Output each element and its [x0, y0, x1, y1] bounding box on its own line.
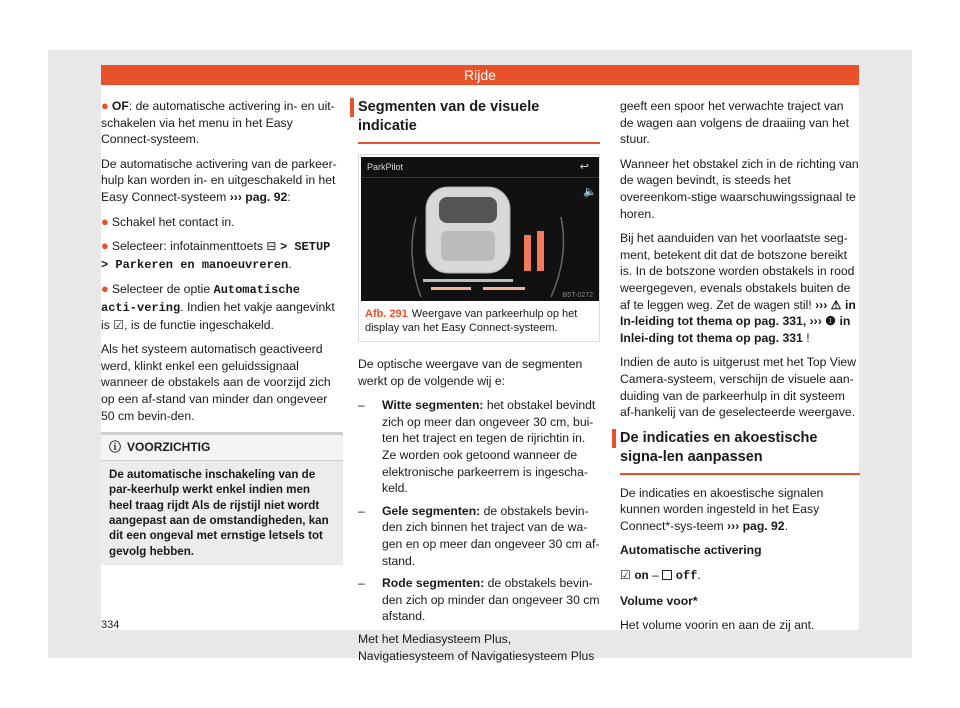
bullet-ignition	[101, 214, 343, 231]
auto-activation-subheading: Automatische activering	[620, 543, 762, 558]
warning-text: De automatische inschakeling van de par-keerhulp werkt enkel indien men heel traag rijdt Als de rijstijl niet wordt aangepast aan de omstandigheden, kan dit een ongeval met ernstige letsels tot gevolg hebben.	[109, 467, 329, 558]
red-segment-outer	[537, 231, 544, 271]
ref-link-warning[interactable]: ››› ⚠ in In-leiding tot thema op pag. 331	[620, 297, 856, 329]
dash-marker: –	[358, 576, 365, 591]
option-separator: –	[652, 568, 659, 583]
checkbox-checked-icon: ☑	[620, 568, 631, 583]
warning-header	[101, 435, 343, 461]
trace-text: geeft een spoor het verwachte traject van de wagen aan volgens de draaiing van het stuur.	[620, 99, 850, 147]
bullet-of-text: : de automatische activering in- en uit-schakelen via het menu in het Easy Connect-systeem.	[101, 99, 335, 147]
screen-title: ParkPilot	[367, 162, 404, 172]
on-option: on	[634, 569, 649, 584]
column-middle	[358, 98, 600, 672]
bullet-select-menu: ● Selecteer: infotainmenttoets ⊟ > SETUP > Parkeren en manoeuvreren.	[101, 238, 331, 272]
warning-box	[101, 432, 343, 565]
list-item-label: Gele segmenten:	[382, 503, 481, 518]
collision-zone-body: Bij het aanduiden van het voorlaatste seg-ment, betekent dit dat de botszone bereikt is. In de botszone worden obstakels in rood weergegeven, evenals obstakels buiten de af te leggen weg. Zet de wagen stil!	[620, 231, 855, 312]
dash-marker: –	[358, 398, 365, 413]
caption-number: Afb. 291	[365, 308, 408, 320]
page-ref-link[interactable]: ››› pag. 92	[229, 189, 288, 204]
car-top-view	[426, 187, 510, 273]
infotainment-icon: ⊟	[266, 239, 277, 254]
list-item	[358, 397, 600, 497]
bullet-ignition-text: Schakel het contact in.	[111, 214, 235, 229]
list-item-text	[382, 503, 600, 569]
section-header: Rijde	[101, 65, 859, 85]
warning-signal-text: Wanneer het obstakel zich in de richting van de wagen bevindt, is steeds het overeenkom-stige waarschuwingssignaal te horen.	[620, 156, 859, 221]
bullet-select-text: Selecteer: infotainmenttoets	[111, 239, 263, 254]
bullet-dot: ●	[101, 213, 109, 229]
dash-marker: –	[358, 503, 365, 518]
checkbox-checked-icon: ☑	[113, 317, 125, 332]
on-off-options: ☑ on – off.	[620, 568, 701, 584]
list-item-label: Witte segmenten:	[382, 398, 484, 413]
volume-text: Het volume voorin en aan de zij ant.	[620, 618, 815, 633]
bullet-select-option	[101, 281, 343, 333]
warning-title: VOORZICHTIG	[127, 440, 211, 455]
off-option: off	[675, 569, 698, 584]
figure-291	[358, 154, 600, 342]
bullet-dot: ●	[101, 238, 109, 254]
parkpilot-screen	[361, 157, 599, 301]
list-item-body: de obstakels bevin-den zich op minder dan ongeveer 30 cm afstand.	[382, 576, 600, 624]
segments-heading: Segmenten van de visuele indicatie	[358, 98, 600, 144]
list-item-text	[382, 397, 600, 497]
bullet-dot: ●	[101, 98, 109, 113]
segments-outro: Met het Mediasysteem Plus, Navigatiesysteem of Navigatiesysteem Plus	[358, 631, 595, 663]
list-item-body: het obstakel bevindt zich op meer dan ongeveer 30 cm, bui-ten het traject en tegen de rijrichtin in. Ze worden ook getoond wanneer de elektronische parkeerrem is ingescha-keld.	[382, 398, 596, 496]
list-item-text	[382, 575, 600, 625]
list-item	[358, 575, 600, 625]
bullet-option-end: , is de functie ingeschakeld.	[124, 317, 274, 332]
volume-subheading: Volume voor*	[620, 593, 698, 608]
column-left	[101, 98, 343, 565]
parkpilot-graphic	[361, 157, 599, 301]
signals-intro: De indicaties en akoestische signalen kunnen worden ingesteld in het Easy Connect*-sys-teem ››› pag. 92.	[620, 485, 824, 533]
red-segment	[524, 235, 531, 271]
bullet-option-text: Selecteer de optie	[111, 282, 211, 297]
signals-heading: De indicaties en akoestische signa-len aanpassen	[620, 429, 860, 475]
bullet-option-rest: . Indien het vakje aangevinkt is	[101, 299, 335, 332]
list-item-label: Rode segmenten:	[382, 576, 485, 591]
white-segment	[423, 279, 513, 282]
page-number: 334	[101, 619, 120, 631]
yellow-segment	[431, 287, 471, 290]
list-item	[358, 503, 600, 569]
list-item-body: de obstakels bevin-den zich binnen het traject van de wa-gen en op meer dan ongeveer 30 cm af-stand.	[382, 503, 600, 568]
auto-activation-text: De automatische activering van de parkeer-hulp kan worden in- en uitgeschakeld in het Easy Connect-systeem ››› pag. 92:	[101, 156, 337, 204]
page-ref-link[interactable]: ››› pag. 92	[727, 518, 785, 533]
speaker-icon[interactable]: 🔈	[583, 186, 597, 198]
figure-caption	[359, 303, 599, 339]
menu-path: > SETUP > Parkeren en manoeuvreren	[101, 240, 331, 272]
caution-icon: ⓘ	[109, 440, 122, 455]
auto-signal-text: Als het systeem automatisch geactiveerd werd, klinkt enkel een geluidssignaal wanneer de obstakels aan de voorzijd zich op een af-stand van minder dan ongeveer 50 cm bevin-den.	[101, 342, 331, 423]
figure-code: B5T-0272	[562, 292, 593, 299]
top-view-text: Indien de auto is uitgerust met het Top View Camera-systeem, verschijn de visuele aan-duiding van de parkeerhulp in dit systeem af-hankelij van de geselecteerde weergave.	[620, 355, 857, 420]
collision-zone-end: !	[802, 330, 810, 345]
yellow-segment-right	[483, 287, 525, 290]
option-name: Automatische acti-vering	[101, 283, 300, 315]
ref-link-note[interactable]: , ››› ❶ in Inlei-ding tot thema op pag. 331	[620, 314, 851, 345]
caption-text: Weergave van parkeerhulp op het display van het Easy Connect-systeem.	[365, 308, 578, 334]
signals-intro-body: De indicaties en akoestische signalen kunnen worden ingesteld in het Easy Connect*-sys-teem	[620, 485, 824, 533]
auto-activation-body: De automatische activering van de parkeer-hulp kan worden in- en uitgeschakeld in het Easy Connect-systeem	[101, 156, 337, 204]
back-icon[interactable]: ↩	[579, 161, 589, 173]
column-right	[620, 98, 860, 642]
bullet-of	[101, 98, 343, 148]
collision-zone-text	[620, 230, 860, 346]
checkbox-empty-icon	[662, 570, 672, 580]
segments-intro: De optische weergave van de segmenten werkt op de volgende wij e:	[358, 357, 583, 388]
bullet-of-label: OF	[111, 99, 129, 113]
bullet-dot: ●	[101, 281, 109, 297]
